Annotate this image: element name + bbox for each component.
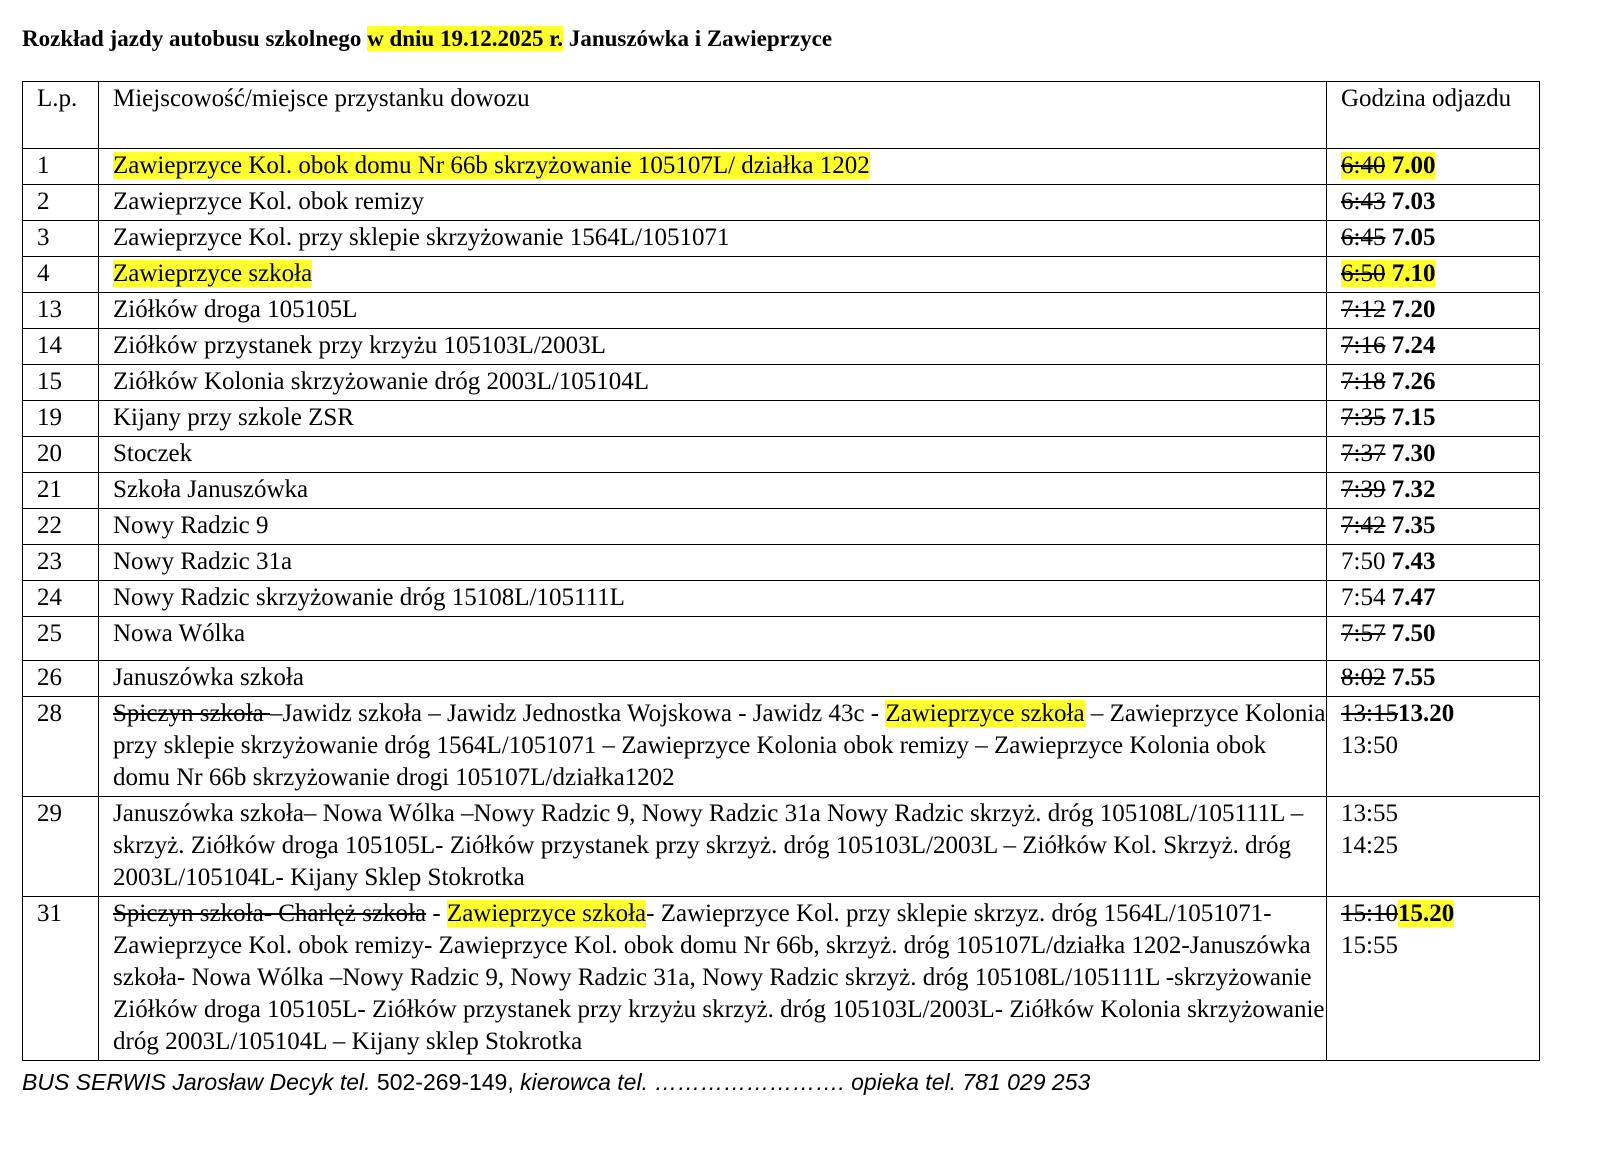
time-line-1	[1341, 898, 1539, 930]
row-place	[99, 149, 1327, 185]
footer-phone: 502-269-149,	[376, 1069, 514, 1095]
row-time	[1327, 617, 1540, 661]
table-row	[23, 437, 1540, 473]
page-title	[22, 26, 832, 52]
row-lp: 19	[23, 401, 99, 437]
row-place	[99, 617, 1327, 661]
time-new: 7.00	[1391, 152, 1436, 179]
time-return: 15:55	[1341, 932, 1398, 959]
place-part1: –Jawidz szkoła – Jawidz Jednostka Wojskowa - Jawidz 43c -	[269, 700, 886, 727]
time-old-struck: 6:43	[1341, 188, 1386, 215]
row-place	[99, 473, 1327, 509]
row-lp: 20	[23, 437, 99, 473]
table-row	[23, 581, 1540, 617]
row-time	[1327, 221, 1540, 257]
table-row-31	[23, 897, 1540, 1061]
row-time	[1327, 473, 1540, 509]
time-old-struck: 7:57	[1341, 620, 1386, 647]
row-place	[99, 257, 1327, 293]
row-place-text: Stoczek	[113, 440, 193, 467]
time-return: 13:50	[1341, 732, 1398, 759]
time-old-struck: 7:35	[1341, 404, 1386, 431]
table-row	[23, 293, 1540, 329]
header-lp: L.p.	[23, 82, 99, 149]
row-lp: 31	[23, 897, 99, 1061]
time-old: 7:54	[1341, 584, 1386, 611]
row-lp: 21	[23, 473, 99, 509]
place-highlight: Zawieprzyce szkoła	[446, 900, 647, 927]
time-new: 7.03	[1391, 188, 1436, 215]
row-time	[1327, 545, 1540, 581]
row-place-text: Nowy Radzic 31a	[113, 548, 293, 575]
footer-contact	[22, 1069, 1090, 1096]
time-depart: 13:55	[1341, 800, 1398, 827]
table-row-29	[23, 797, 1540, 897]
row-place-text: Zawieprzyce Kol. obok domu Nr 66b skrzyżowanie 105107L/ działka 1202	[113, 152, 870, 179]
row-time	[1327, 797, 1540, 897]
row-lp: 1	[23, 149, 99, 185]
table-row	[23, 185, 1540, 221]
table-row-28	[23, 697, 1540, 797]
row-place-text: Szkoła Januszówka	[113, 476, 309, 503]
row-time	[1327, 185, 1540, 221]
table-row	[23, 509, 1540, 545]
time-new: 7.47	[1391, 584, 1436, 611]
header-time: Godzina odjazdu	[1327, 82, 1540, 149]
row-place-text: Ziółków Kolonia skrzyżowanie dróg 2003L/105104L	[113, 368, 650, 395]
time-new: 7.15	[1391, 404, 1436, 431]
time-old-struck: 13:15	[1341, 700, 1398, 727]
row-time	[1327, 401, 1540, 437]
row-place-text: Nowy Radzic skrzyżowanie dróg 15108L/105111L	[113, 584, 625, 611]
row-place-text: Nowa Wólka	[113, 620, 246, 647]
row-place	[99, 221, 1327, 257]
row-place	[99, 897, 1327, 1061]
table-row	[23, 401, 1540, 437]
time-new: 7.30	[1391, 440, 1436, 467]
time-new: 7.35	[1391, 512, 1436, 539]
place-part2: – Zawieprzyce Kolonia przy sklepie skrzyżowanie dróg 1564L/1051071 – Zawieprzyce Kolonia obok remizy – Zawieprzyce Kolonia obok domu Nr 66b skrzyżowanie drogi 105107L/działka1202	[113, 700, 1326, 791]
row-lp: 13	[23, 293, 99, 329]
title-prefix: Rozkład jazdy autobusu szkolnego	[22, 26, 368, 51]
time-old-struck: 7:42	[1341, 512, 1386, 539]
row-lp: 3	[23, 221, 99, 257]
place-part2: - Zawieprzyce Kol. przy sklepie skrzyz. dróg 1564L/1051071- Zawieprzyce Kol. obok remizy- Zawieprzyce Kol. obok domu Nr 66b, skrzyż. dróg 105107L/działka 1202-Januszówka szkoła- Nowa Wólka –Nowy Radzic 9, Nowy Radzic 31a, Nowy Radzic skrzyż. dróg 105108L/105111L -skrzyżowanie Ziółków droga 105105L- Ziółków przystanek przy krzyżu skrzyż. dróg 105103L/2003L- Ziółków Kolonia skrzyżowanie dróg 2003L/105104L – Kijany sklep Stokrotka	[113, 900, 1325, 1055]
row-place	[99, 545, 1327, 581]
time-line-1	[1341, 698, 1539, 730]
row-time	[1327, 897, 1540, 1061]
time-new: 7.10	[1391, 260, 1436, 287]
time-old-struck: 15:10	[1341, 900, 1398, 927]
row-place-text: Zawieprzyce szkoła	[113, 260, 313, 287]
time-space	[1385, 152, 1391, 179]
time-new: 7.50	[1391, 620, 1436, 647]
time-return: 14:25	[1341, 832, 1398, 859]
time-space	[1385, 260, 1391, 287]
header-row	[23, 82, 1540, 149]
row-time	[1327, 257, 1540, 293]
row-place-text: Zawieprzyce Kol. obok remizy	[113, 188, 424, 215]
time-old-struck: 7:12	[1341, 296, 1386, 323]
time-new: 7.32	[1391, 476, 1436, 503]
row-time	[1327, 697, 1540, 797]
schedule-table	[22, 81, 1540, 1061]
time-new: 7.55	[1391, 664, 1436, 691]
row-time	[1327, 329, 1540, 365]
header-place: Miejscowość/miejsce przystanku dowozu	[99, 82, 1327, 149]
time-new: 15.20	[1397, 900, 1455, 927]
table-row	[23, 257, 1540, 293]
row-lp: 14	[23, 329, 99, 365]
title-suffix: Januszówka i Zawieprzyce	[563, 26, 833, 51]
row-place	[99, 401, 1327, 437]
time-old-struck: 6:40	[1341, 152, 1386, 179]
row-place	[99, 365, 1327, 401]
row-place-text: Januszówka szkoła	[113, 664, 304, 691]
title-date-highlight: w dniu 19.12.2025 r.	[367, 26, 564, 51]
place-struck: Spiczyn szkoła- Charlęż szkoła	[113, 900, 427, 927]
table-row	[23, 365, 1540, 401]
row-lp: 2	[23, 185, 99, 221]
footer-company: BUS SERWIS Jarosław Decyk tel.	[22, 1069, 377, 1095]
row-lp: 23	[23, 545, 99, 581]
time-new: 7.24	[1391, 332, 1436, 359]
row-place	[99, 661, 1327, 697]
row-lp: 25	[23, 617, 99, 661]
row-place-text: Ziółków przystanek przy krzyżu 105103L/2003L	[113, 332, 606, 359]
row-place	[99, 581, 1327, 617]
time-new: 13.20	[1397, 700, 1455, 727]
row-lp: 24	[23, 581, 99, 617]
table-row	[23, 617, 1540, 661]
row-place	[99, 509, 1327, 545]
time-old-struck: 7:18	[1341, 368, 1386, 395]
time-new: 7.43	[1391, 548, 1436, 575]
time-old: 7:50	[1341, 548, 1386, 575]
row-place	[99, 697, 1327, 797]
row-lp: 28	[23, 697, 99, 797]
table-row	[23, 473, 1540, 509]
footer-driver-care: kierowca tel. ……………………. opieka tel. 781 029 253	[513, 1069, 1091, 1095]
place-sep: -	[426, 900, 447, 927]
row-place-text: Ziółków droga 105105L	[113, 296, 358, 323]
time-old-struck: 8:02	[1341, 664, 1386, 691]
row-place	[99, 437, 1327, 473]
time-old-struck: 7:37	[1341, 440, 1386, 467]
table-row	[23, 221, 1540, 257]
row-time	[1327, 661, 1540, 697]
row-time	[1327, 365, 1540, 401]
row-time	[1327, 149, 1540, 185]
row-time	[1327, 509, 1540, 545]
row-place-text: Kijany przy szkole ZSR	[113, 404, 354, 431]
time-new: 7.26	[1391, 368, 1436, 395]
table-row	[23, 545, 1540, 581]
row-time	[1327, 293, 1540, 329]
place-highlight: Zawieprzyce szkoła	[885, 700, 1085, 727]
time-old-struck: 7:16	[1341, 332, 1386, 359]
time-new: 7.05	[1391, 224, 1436, 251]
row-lp: 4	[23, 257, 99, 293]
time-new: 7.20	[1391, 296, 1436, 323]
row-lp: 29	[23, 797, 99, 897]
row-time	[1327, 437, 1540, 473]
time-old-struck: 6:50	[1341, 260, 1386, 287]
row-lp: 26	[23, 661, 99, 697]
row-time	[1327, 581, 1540, 617]
table-row	[23, 661, 1540, 697]
table-row	[23, 329, 1540, 365]
row-lp: 22	[23, 509, 99, 545]
row-place	[99, 329, 1327, 365]
time-old-struck: 6:45	[1341, 224, 1386, 251]
row-place-text: Nowy Radzic 9	[113, 512, 269, 539]
row-place	[99, 293, 1327, 329]
row-lp: 15	[23, 365, 99, 401]
table-row	[23, 149, 1540, 185]
row-place-text: Zawieprzyce Kol. przy sklepie skrzyżowanie 1564L/1051071	[113, 224, 730, 251]
time-old-struck: 7:39	[1341, 476, 1386, 503]
row-place: Januszówka szkoła– Nowa Wólka –Nowy Radzic 9, Nowy Radzic 31a Nowy Radzic skrzyż. dróg 105108L/105111L – skrzyż. Ziółków droga 105105L- Ziółków przystanek przy skrzyż. dróg 105103L/2003L – Ziółków Kol. Skrzyż. dróg 2003L/105104L- Kijany Sklep Stokrotka	[99, 797, 1327, 897]
place-struck: Spiczyn szkoła	[113, 700, 270, 727]
row-place	[99, 185, 1327, 221]
